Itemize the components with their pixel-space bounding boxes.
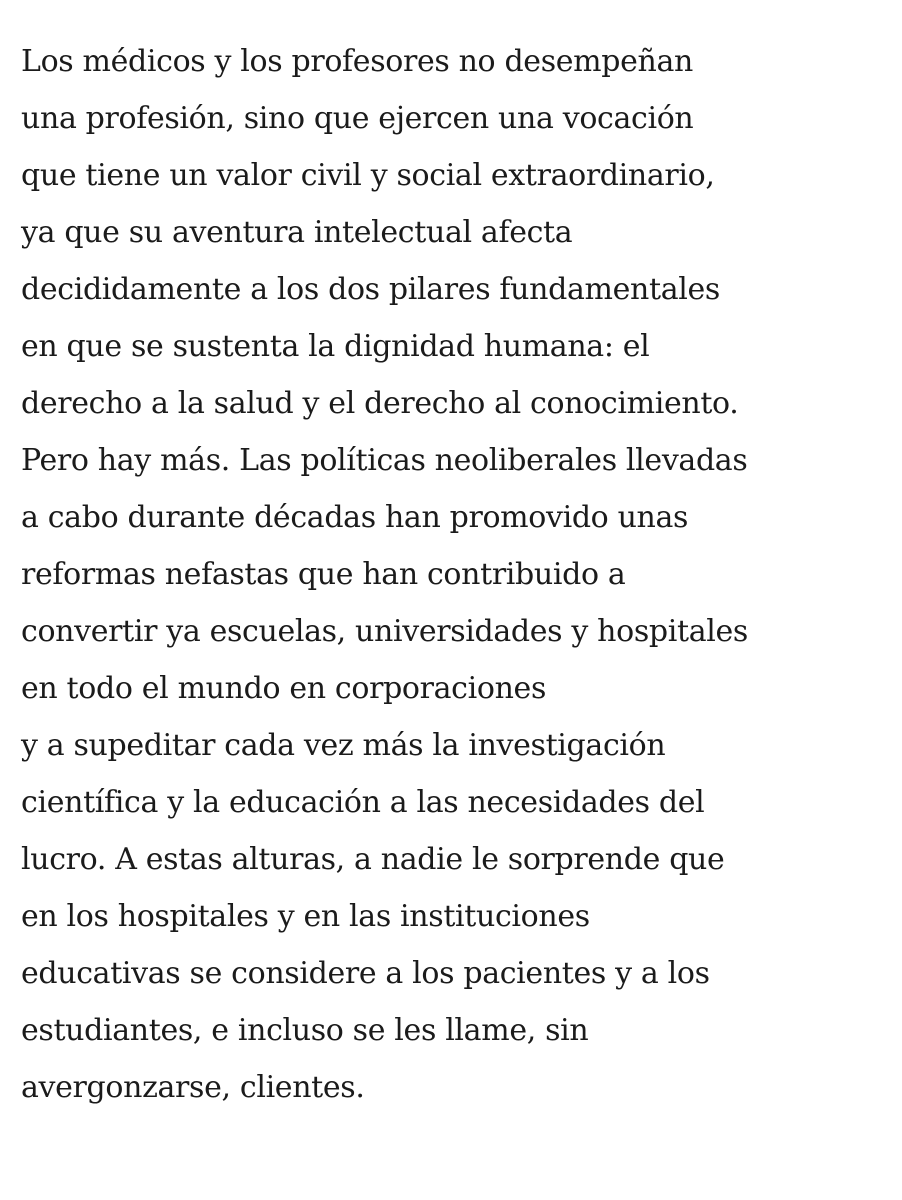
text-line-10: reformas nefastas que han contribuido a (21, 557, 626, 592)
text-line-16: en los hospitales y en las instituciones (21, 899, 590, 934)
text-line-14: científica y la educación a las necesidades del (21, 785, 705, 820)
text-line-6: en que se sustenta la dignidad humana: el (21, 329, 650, 364)
text-line-3: que tiene un valor civil y social extraordinario, (21, 158, 715, 193)
text-passage (21, 33, 892, 1116)
text-line-11: convertir ya escuelas, universidades y hospitales (21, 614, 748, 649)
text-line-1: Los médicos y los profesores no desempeñan (21, 44, 693, 79)
text-line-12: en todo el mundo en corporaciones (21, 671, 546, 706)
text-line-4: ya que su aventura intelectual afecta (21, 215, 573, 250)
text-line-13: y a supeditar cada vez más la investigación (21, 728, 666, 763)
text-line-19: avergonzarse, clientes. (21, 1070, 365, 1105)
text-line-17: educativas se considere a los pacientes y a los (21, 956, 710, 991)
text-line-15: lucro. A estas alturas, a nadie le sorprende que (21, 842, 725, 877)
text-line-8: Pero hay más. Las políticas neoliberales llevadas (21, 443, 748, 478)
text-line-5: decididamente a los dos pilares fundamentales (21, 272, 720, 307)
text-line-9: a cabo durante décadas han promovido unas (21, 500, 689, 535)
text-line-18: estudiantes, e incluso se les llame, sin (21, 1013, 589, 1048)
text-line-2: una profesión, sino que ejercen una vocación (21, 101, 694, 136)
text-line-7: derecho a la salud y el derecho al conocimiento. (21, 386, 739, 421)
